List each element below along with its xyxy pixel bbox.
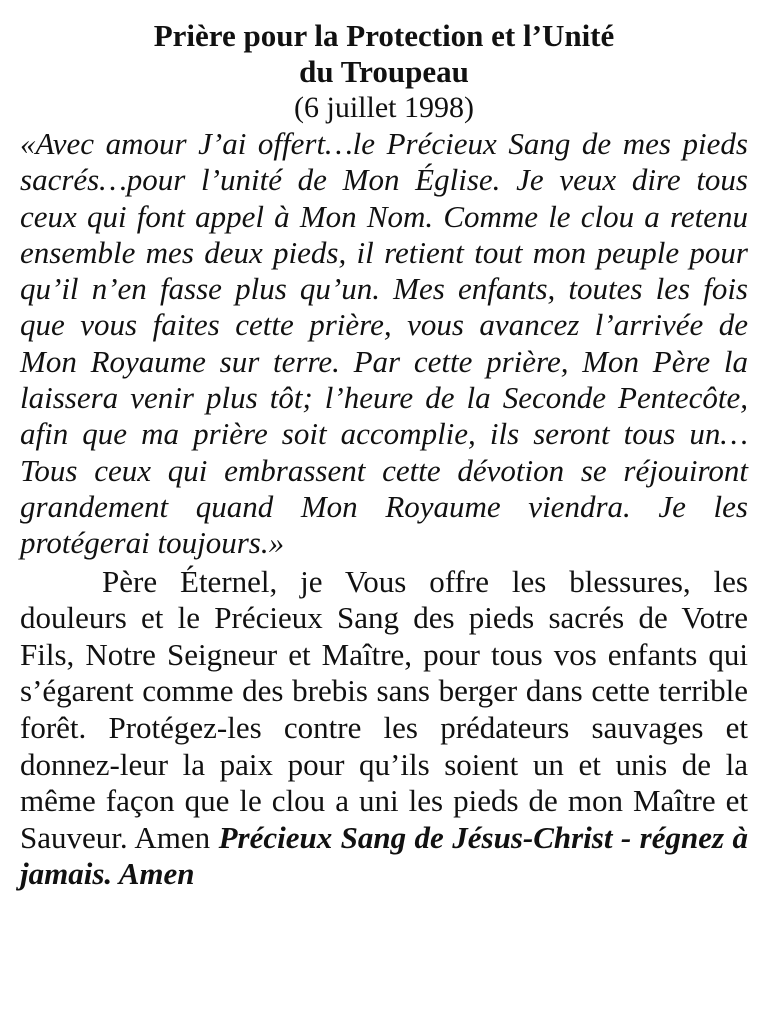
prayer-text: Père Éternel, je Vous offre les blessures, les douleurs et le Précieux Sang des pieds sacrés de Votre Fils, Notre Seigneur et Maître, pour tous vos enfants qui s’égarent comme des brebis sans berger dans cette terrible forêt. Protégez-les contre les prédateurs sauvages et donnez-leur la paix pour qu’ils soient un et unis de la même façon que le clou a uni les pieds de mon Maître et Sauveur. Amen <box>20 563 748 855</box>
quote-paragraph: «Avec amour J’ai offert…le Précieux Sang de mes pieds sacrés…pour l’unité de Mon Église. Je veux dire tous ceux qui font appel à Mon Nom. Comme le clou a retenu ensemble mes deux pieds, il retient tout mon peuple pour qu’il n’en fasse plus qu’un. Mes enfants, toutes les fois que vous faites cette prière, vous avancez l’arrivée de Mon Royaume sur terre. Par cette prière, Mon Père la laissera venir plus tôt; l’heure de la Seconde Pentecôte, afin que ma prière soit accomplie, ils seront tous un…Tous ceux qui embrassent cette dévotion se réjouiront grandement quand Mon Royaume viendra. Je les protégerai toujours.» <box>20 126 748 561</box>
date-line: (6 juillet 1998) <box>294 91 474 124</box>
closing-invocation: Précieux Sang de Jésus-Christ - régnez à jamais. Amen <box>20 819 749 892</box>
title-line-2: du Troupeau <box>299 54 469 89</box>
title-line-1: Prière pour la Protection et l’Unité <box>153 18 615 53</box>
prayer-paragraph <box>20 564 748 893</box>
